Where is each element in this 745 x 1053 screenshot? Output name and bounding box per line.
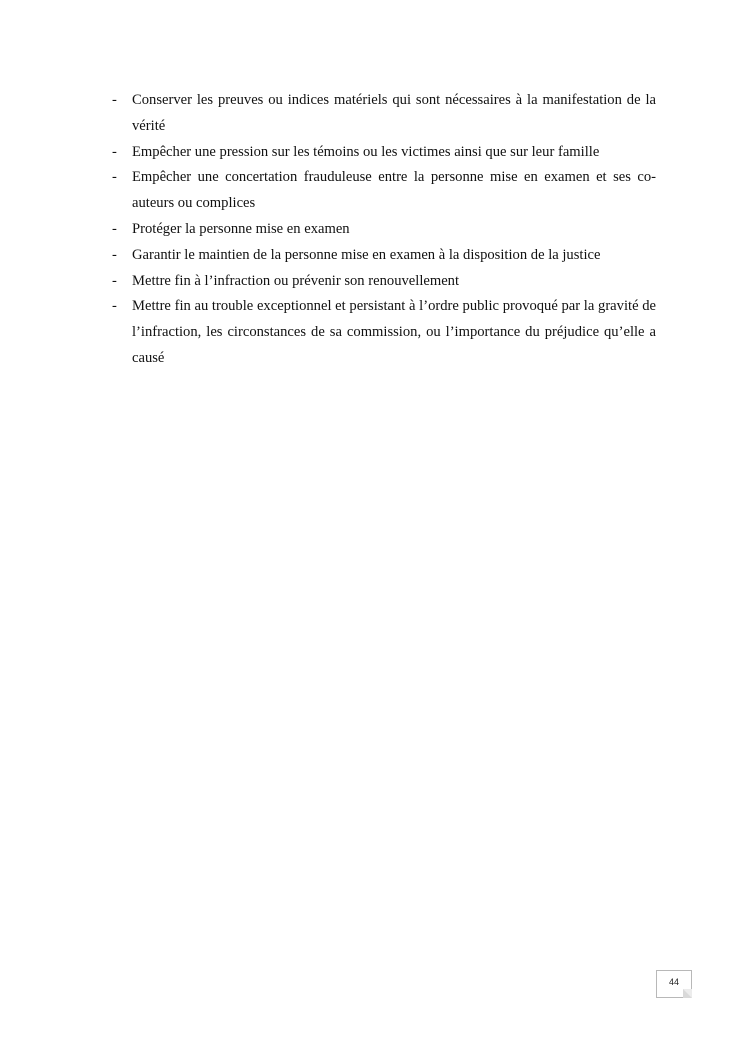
list-dash: -	[112, 272, 117, 289]
list-item	[112, 140, 656, 166]
page-number-badge	[656, 970, 692, 998]
list-dash: -	[112, 246, 117, 263]
list-item-text: Mettre fin au trouble exceptionnel et persistant à l’ordre public provoqué par la gravité de l’infraction, les circonstances de sa commission, ou l’importance du préjudice qu’elle a causé	[132, 298, 656, 366]
page-number: 44	[668, 977, 679, 987]
list-dash: -	[112, 92, 117, 108]
list-item	[112, 243, 656, 269]
list-item-text: Empêcher une pression sur les témoins ou les victimes ainsi que sur leur famille	[132, 143, 600, 160]
page-curl-icon	[683, 989, 692, 998]
list-item-text: Conserver les preuves ou indices matériels qui sont nécessaires à la manifestation de la vérité	[132, 92, 656, 134]
list-dash: -	[112, 169, 117, 186]
list-item-text: Mettre fin à l’infraction ou prévenir son renouvellement	[132, 272, 460, 289]
list-item	[112, 88, 656, 140]
list-item-text: Empêcher une concertation frauduleuse entre la personne mise en examen et ses co-auteurs ou complices	[132, 169, 656, 212]
list-item	[112, 217, 656, 243]
list-item-text: Protéger la personne mise en examen	[132, 220, 350, 237]
bullet-list	[112, 88, 656, 372]
list-dash: -	[112, 220, 117, 237]
list-item	[112, 165, 656, 217]
list-dash: -	[112, 298, 117, 315]
list-item	[112, 294, 656, 371]
list-dash: -	[112, 143, 117, 160]
list-item-text: Garantir le maintien de la personne mise en examen à la disposition de la justice	[132, 246, 601, 263]
list-item	[112, 269, 656, 295]
